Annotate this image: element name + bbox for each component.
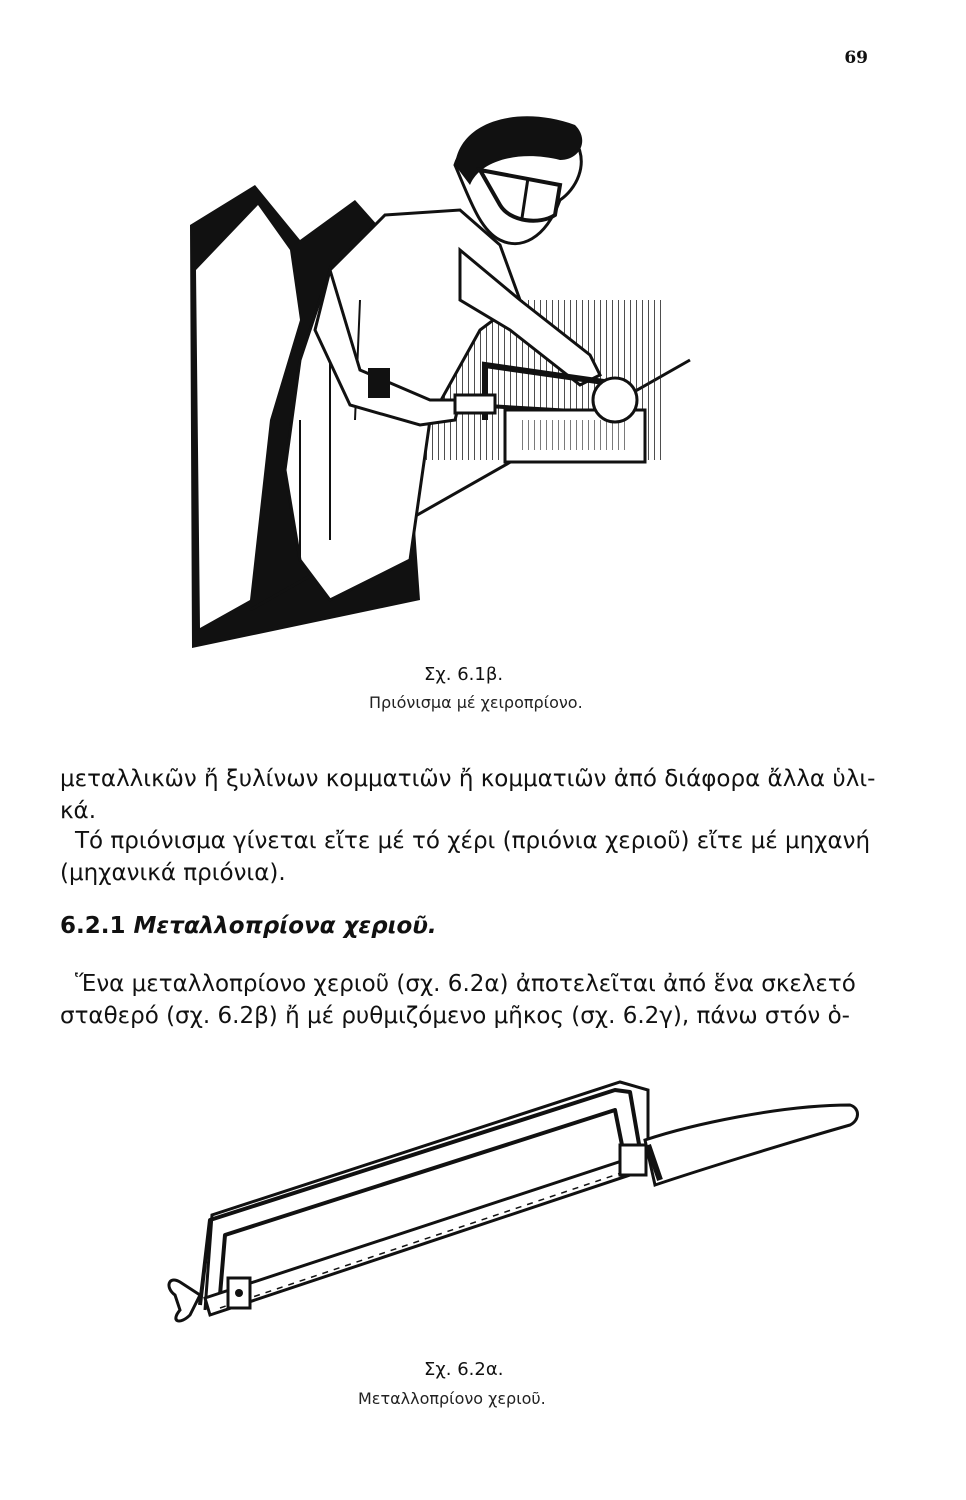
paragraph-2-line-1: Τό πριόνισμα γίνεται εἴτε μέ τό χέρι (πριόνια χεριοῦ) εἴτε μέ μηχανή: [75, 828, 871, 854]
section-title: Μεταλλοπρίονα χεριοῦ.: [133, 913, 437, 939]
figure-2-label: Σχ. 6.2α.: [424, 1359, 504, 1380]
figure-1-label: Σχ. 6.1β.: [424, 664, 504, 685]
man-sawing-with-hacksaw-illustration: [0, 0, 966, 690]
figure-2-caption: Μεταλλοπρίονο χεριοῦ.: [358, 1389, 546, 1408]
paragraph-3-line-2: σταθερό (σχ. 6.2β) ἤ μέ ρυθμιζόμενο μῆκος (σχ. 6.2γ), πάνω στόν ὁ-: [60, 1003, 850, 1029]
paragraph-2-line-2: (μηχανικά πριόνια).: [60, 860, 286, 886]
figure-1-caption: Πριόνισμα μέ χειροπρίονο.: [369, 693, 583, 712]
page-number: 69: [844, 48, 868, 68]
hacksaw-illustration: [0, 1070, 966, 1380]
paragraph-3-line-1: Ἕνα μεταλλοπρίονο χεριοῦ (σχ. 6.2α) ἀποτελεῖται ἀπό ἕνα σκελετό: [75, 971, 856, 997]
paragraph-1-line-1: μεταλλικῶν ἤ ξυλίνων κομματιῶν ἤ κομματιῶν ἀπό διάφορα ἄλλα ὑλι-: [60, 766, 876, 792]
section-number: 6.2.1: [60, 913, 126, 939]
paragraph-1-line-2: κά.: [60, 798, 97, 824]
section-heading: [60, 913, 437, 939]
